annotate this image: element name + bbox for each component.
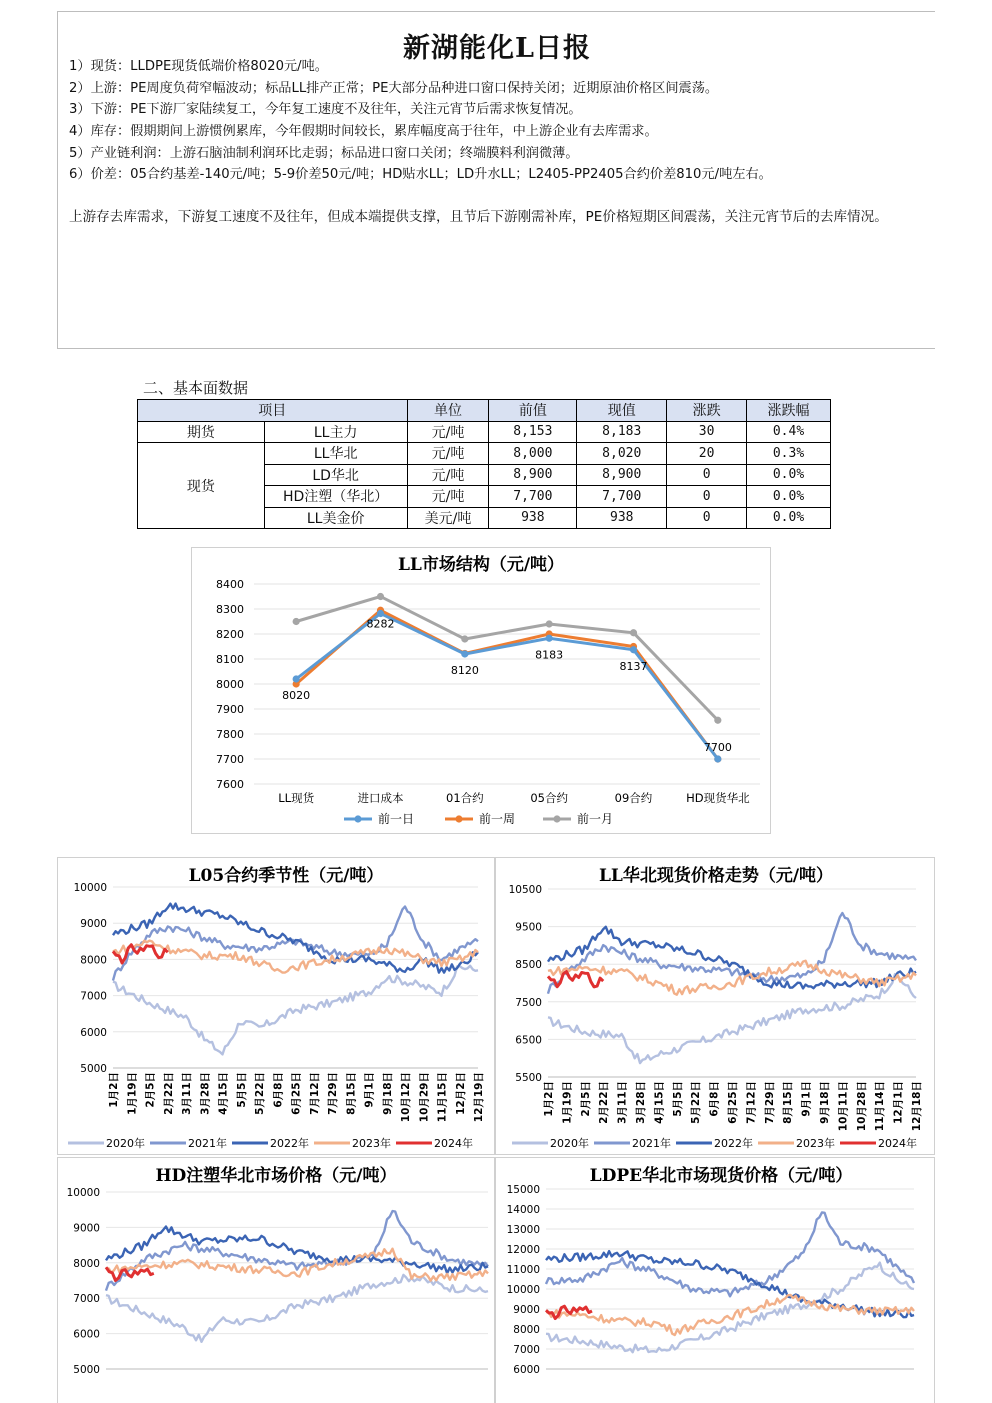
fundamentals-table: [137, 399, 831, 529]
chart-l05-seasonality-svg: [58, 858, 494, 1154]
x-tick-label: 10月28日: [855, 1081, 868, 1132]
y-tick-label: 8000: [513, 1324, 540, 1336]
x-tick-label: 2月22日: [598, 1081, 611, 1124]
chart-market-structure-svg: [192, 548, 770, 833]
data-point: [377, 593, 384, 600]
data-point: [377, 610, 384, 617]
data-point: [293, 675, 300, 682]
row-item: LL主力: [264, 421, 407, 443]
legend-label: 2020年: [550, 1137, 589, 1150]
legend-label: 2022年: [270, 1137, 309, 1150]
legend-marker: [354, 815, 361, 822]
y-tick-label: 8000: [80, 954, 107, 967]
data-point: [714, 717, 721, 724]
x-tick-label: 4月15日: [217, 1072, 230, 1115]
y-tick-label: 12000: [506, 1244, 540, 1256]
header-chg: 涨跌: [667, 400, 747, 422]
data-point: [546, 620, 553, 627]
series-line: [548, 974, 916, 1063]
x-tick-label: 2月5日: [144, 1072, 157, 1108]
summary-box: [57, 11, 935, 349]
data-label: 8183: [535, 648, 564, 662]
x-tick-label: 09合约: [614, 791, 653, 805]
row-unit: 元/吨: [407, 443, 489, 465]
x-tick-label: 10月11日: [837, 1081, 850, 1132]
summary-point-profit: 5）产业链利润：上游石脑油制利润环比走弱；标品进口窗口关闭；终端膜料利润微薄。: [69, 146, 579, 161]
data-label: 8137: [619, 659, 648, 673]
data-point: [630, 629, 637, 636]
chart-title: L05合约季节性（元/吨）: [188, 866, 384, 886]
x-tick-label: 5月22日: [690, 1081, 703, 1124]
series-line: [546, 1251, 914, 1317]
row-pct: 0.0%: [747, 507, 831, 529]
chart-hd-injection-north: [57, 1157, 495, 1403]
row-curr: 8,900: [577, 464, 667, 486]
legend-label: 2023年: [796, 1137, 835, 1150]
row-chg: 30: [667, 421, 747, 443]
series-line: [106, 1275, 488, 1342]
y-tick-label: 8100: [216, 653, 244, 666]
legend-label: 2024年: [434, 1137, 473, 1150]
chart-title: LL市场结构（元/吨）: [397, 555, 565, 575]
row-item: LL华北: [264, 443, 407, 465]
data-label: 8020: [282, 689, 311, 702]
y-tick-label: 10000: [66, 1187, 100, 1199]
x-tick-label: 9月18日: [381, 1072, 394, 1115]
x-tick-label: 12月19日: [473, 1072, 485, 1123]
row-prev: 8,000: [489, 443, 577, 465]
x-tick-label: 3月28日: [635, 1081, 647, 1124]
series-line: [296, 614, 718, 760]
x-tick-label: 7月12日: [308, 1072, 321, 1115]
y-tick-label: 5500: [515, 1072, 542, 1084]
x-tick-label: 1月19日: [126, 1072, 139, 1115]
section-heading: 二、基本面数据: [143, 379, 249, 397]
data-label: 7700: [703, 741, 732, 754]
y-tick-label: 7000: [80, 990, 107, 1003]
x-tick-label: 7月12日: [745, 1081, 758, 1124]
x-tick-label: 5月22日: [254, 1072, 266, 1115]
y-tick-label: 7000: [513, 1344, 540, 1356]
y-tick-label: 9000: [80, 918, 107, 931]
x-tick-label: 9月1日: [363, 1072, 376, 1108]
x-tick-label: 1月19日: [561, 1081, 574, 1124]
y-tick-label: 5000: [80, 1063, 107, 1075]
y-tick-label: 11000: [506, 1264, 540, 1276]
header-curr: 现值: [577, 400, 667, 422]
legend-label: 2020年: [106, 1137, 145, 1150]
y-tick-label: 8400: [216, 578, 244, 591]
x-tick-label: HD现货华北: [686, 791, 750, 805]
y-tick-label: 5000: [73, 1364, 100, 1376]
series-line: [296, 597, 718, 721]
x-tick-label: 11月15日: [436, 1072, 449, 1123]
x-tick-label: 7月29日: [763, 1081, 776, 1124]
x-tick-label: 5月5日: [671, 1081, 684, 1117]
series-line: [548, 972, 603, 987]
row-chg: 0: [667, 486, 747, 508]
x-tick-label: 3月11日: [616, 1081, 629, 1124]
x-tick-label: 进口成本: [357, 791, 404, 805]
legend-label: 前一日: [378, 812, 415, 826]
y-tick-label: 8200: [216, 628, 244, 641]
legend-label: 2024年: [878, 1137, 917, 1150]
y-tick-label: 6000: [513, 1364, 540, 1376]
x-tick-label: 12月1日: [892, 1081, 905, 1124]
row-curr: 8,020: [577, 443, 667, 465]
group-futures: 期货: [138, 421, 265, 443]
x-tick-label: 05合约: [530, 791, 568, 805]
data-point: [461, 650, 468, 657]
row-item: LL美金价: [264, 507, 407, 529]
row-pct: 0.3%: [747, 443, 831, 465]
data-point: [293, 618, 300, 625]
x-tick-label: 6月25日: [727, 1081, 739, 1124]
y-tick-label: 8500: [515, 959, 542, 972]
y-tick-label: 8000: [216, 678, 244, 691]
y-tick-label: 8300: [216, 603, 244, 616]
chart-title: LL华北现货价格走势（元/吨）: [598, 866, 834, 886]
y-tick-label: 10000: [506, 1284, 540, 1296]
data-label: 8282: [366, 617, 395, 631]
x-tick-label: 3月11日: [181, 1072, 193, 1115]
chart-hd-injection-north-svg: [58, 1158, 494, 1403]
chart-l05-seasonality: [57, 857, 495, 1155]
legend-marker: [455, 815, 462, 822]
summary-point-spot: 1）现货：LLDPE现货低端价格8020元/吨。: [69, 59, 328, 74]
row-prev: 8,153: [489, 421, 577, 443]
legend-label: 2022年: [714, 1137, 753, 1150]
row-unit: 元/吨: [407, 486, 489, 508]
row-prev: 7,700: [489, 486, 577, 508]
x-tick-label: 1月2日: [543, 1081, 555, 1117]
x-tick-label: 5月5日: [235, 1072, 248, 1108]
summary-point-upstream: 2）上游：PE周度负荷窄幅波动；标品LL排产正常；PE大部分品种进口窗口保持关闭；近期原油价格区间震荡。: [69, 81, 719, 96]
row-pct: 0.0%: [747, 464, 831, 486]
legend-label: 2023年: [352, 1137, 391, 1150]
row-curr: 8,183: [577, 421, 667, 443]
row-unit: 美元/吨: [407, 507, 489, 529]
row-chg: 0: [667, 464, 747, 486]
y-tick-label: 6000: [80, 1026, 107, 1039]
x-tick-label: 8月15日: [782, 1081, 795, 1124]
y-tick-label: 10000: [73, 882, 107, 894]
y-tick-label: 7900: [216, 703, 244, 716]
y-tick-label: 13000: [506, 1224, 540, 1236]
row-curr: 938: [577, 507, 667, 529]
header-prev: 前值: [489, 400, 577, 422]
legend-label: 前一月: [577, 812, 614, 826]
x-tick-label: 12月18日: [911, 1081, 923, 1132]
y-tick-label: 7500: [515, 996, 542, 1009]
report-title: 新湖能化L日报: [403, 33, 591, 64]
chart-ll-north-spot: [495, 857, 935, 1155]
row-unit: 元/吨: [407, 421, 489, 443]
y-tick-label: 9500: [515, 921, 542, 934]
legend-label: 2021年: [632, 1137, 671, 1150]
x-tick-label: 9月1日: [800, 1081, 813, 1117]
header-item: 项目: [138, 400, 408, 422]
y-tick-label: 6000: [73, 1328, 100, 1341]
row-chg: 20: [667, 443, 747, 465]
x-tick-label: 6月8日: [708, 1081, 721, 1117]
row-curr: 7,700: [577, 486, 667, 508]
row-item: LD华北: [264, 464, 407, 486]
legend-label: 前一周: [479, 812, 516, 826]
y-tick-label: 9000: [513, 1304, 540, 1316]
y-tick-label: 10500: [508, 884, 542, 896]
y-tick-label: 7600: [216, 778, 244, 791]
x-tick-label: 4月15日: [653, 1081, 666, 1124]
legend-marker: [553, 815, 560, 822]
data-label: 8120: [450, 664, 479, 677]
series-line: [113, 966, 478, 1055]
data-point: [630, 646, 637, 653]
x-tick-label: 9月18日: [819, 1081, 831, 1124]
x-tick-label: 6月25日: [290, 1072, 303, 1115]
row-prev: 938: [489, 507, 577, 529]
y-tick-label: 7800: [216, 728, 244, 741]
x-tick-label: 11月14日: [874, 1081, 887, 1132]
y-tick-label: 6500: [515, 1034, 542, 1047]
x-tick-label: 10月29日: [418, 1072, 431, 1123]
group-spot: 现货: [138, 443, 265, 529]
legend-label: 2021年: [188, 1137, 227, 1150]
data-point: [546, 635, 553, 642]
series-line: [548, 961, 916, 995]
x-tick-label: 01合约: [446, 791, 484, 805]
header-unit: 单位: [407, 400, 489, 422]
data-point: [714, 755, 721, 762]
x-tick-label: LL现货: [278, 791, 315, 805]
header-pct: 涨跌幅: [747, 400, 831, 422]
x-tick-label: 2月22日: [162, 1072, 175, 1115]
chart-market-structure: [191, 547, 771, 834]
row-unit: 元/吨: [407, 464, 489, 486]
table-row: [138, 421, 831, 443]
y-tick-label: 8000: [73, 1257, 100, 1270]
summary-point-downstream: 3）下游：PE下游厂家陆续复工，今年复工速度不及往年，关注元宵节后需求恢复情况。: [69, 102, 582, 117]
row-chg: 0: [667, 507, 747, 529]
y-tick-label: 7700: [216, 753, 244, 766]
x-tick-label: 8月15日: [345, 1072, 358, 1115]
chart-ldpe-north-spot: [495, 1157, 935, 1403]
chart-title: HD注塑华北市场价格（元/吨）: [155, 1166, 397, 1186]
table-row: [138, 443, 831, 465]
x-tick-label: 10月12日: [400, 1072, 412, 1123]
x-tick-label: 1月2日: [108, 1072, 120, 1108]
y-tick-label: 14000: [506, 1204, 540, 1216]
y-tick-label: 7000: [73, 1293, 100, 1306]
summary-point-inventory: 4）库存：假期期间上游惯例累库，今年假期时间较长，累库幅度高于往年，中上游企业有去库需求。: [69, 124, 658, 139]
y-tick-label: 15000: [506, 1184, 540, 1196]
series-line: [546, 1263, 914, 1353]
row-pct: 0.0%: [747, 486, 831, 508]
x-tick-label: 2月5日: [579, 1081, 592, 1117]
series-line: [546, 1306, 592, 1318]
y-tick-label: 9000: [73, 1222, 100, 1235]
chart-ldpe-north-spot-svg: [496, 1158, 934, 1403]
chart-ll-north-spot-svg: [496, 858, 934, 1154]
data-point: [461, 635, 468, 642]
x-tick-label: 7月29日: [327, 1072, 339, 1115]
x-tick-label: 3月28日: [199, 1072, 212, 1115]
row-prev: 8,900: [489, 464, 577, 486]
row-item: HD注塑（华北）: [264, 486, 407, 508]
chart-title: LDPE华北市场现货价格（元/吨）: [589, 1166, 853, 1186]
summary-conclusion: 上游存去库需求，下游复工速度不及往年，但成本端提供支撑，且节后下游刚需补库，PE价格短期区间震荡，关注元宵节后的去库情况。: [69, 209, 888, 225]
summary-point-spread: 6）价差：05合约基差-140元/吨；5-9价差50元/吨；HD贴水LL；LD升水LL；L2405-PP2405合约价差810元/吨左右。: [69, 167, 772, 182]
row-pct: 0.4%: [747, 421, 831, 443]
series-line: [546, 1212, 914, 1296]
x-tick-label: 12月2日: [454, 1072, 467, 1115]
table-header-row: [138, 400, 831, 422]
x-tick-label: 6月8日: [272, 1072, 285, 1108]
